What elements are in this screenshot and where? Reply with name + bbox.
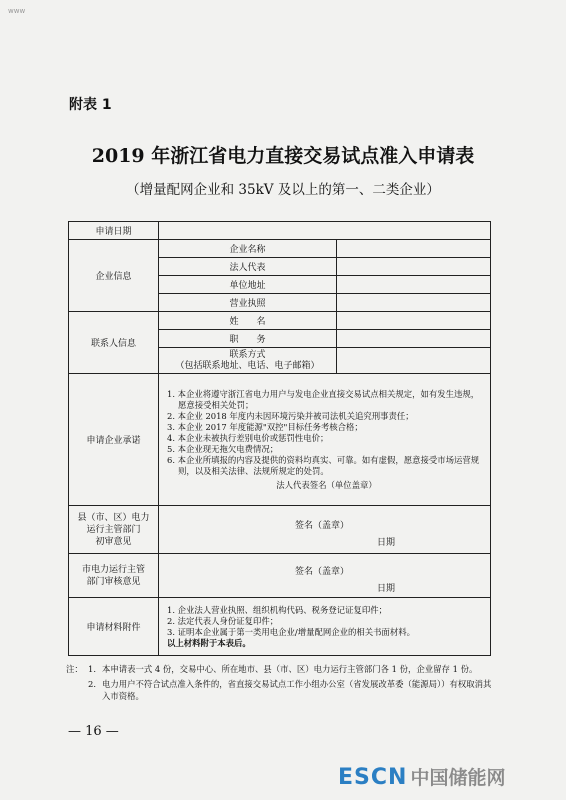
footnote-number: 1.	[88, 664, 96, 674]
attachment-item: 1. 企业法人营业执照、组织机构代码、税务登记证复印件；	[167, 605, 388, 615]
footnote-item	[66, 678, 494, 702]
contact-method-label	[159, 348, 337, 374]
commitment-item: 1. 本企业将遵守浙江省电力用户与发电企业直接交易试点相关规定，如有发生违规，愿意接受相关处罚；	[167, 389, 480, 410]
legal-rep-value[interactable]	[337, 258, 491, 276]
company-info-label: 企业信息	[69, 240, 159, 312]
city-opinion-label-line: 部门审核意见	[86, 576, 141, 587]
company-name-label: 企业名称	[159, 240, 337, 258]
row-city-opinion	[69, 554, 491, 598]
county-sign-label: 签名（盖章）	[295, 521, 350, 531]
county-opinion-label-line: 运行主管部门	[86, 524, 141, 535]
commitment-item: 6. 本企业所填报的内容及提供的资料均真实、可靠。如有虚假，愿意接受市场运营规则，以及相关法律、法规所规定的处罚。	[167, 455, 480, 476]
commitment-list	[167, 389, 486, 477]
county-opinion-label-line: 县（市、区）电力	[77, 512, 150, 523]
contact-title-value[interactable]	[337, 330, 491, 348]
contact-method-note: （包括联系地址、电话、电子邮箱）	[175, 360, 320, 371]
attachments-list	[167, 605, 486, 638]
row-county-opinion	[69, 506, 491, 554]
footnote-text: 本申请表一式 4 份，交易中心、所在地市、县（市、区）电力运行主管部门各 1 份，企业留存 1 份。	[102, 664, 478, 674]
attachment-item: 2. 法定代表人身份证复印件；	[167, 616, 279, 626]
attachments-closing: 以上材料附于本表后。	[167, 638, 251, 648]
row-commitment	[69, 374, 491, 506]
footnote-text: 电力用户不符合试点准入条件的，省直接交易试点工作小组办公室（省发展改革委（能源局））有权取消其入市资格。	[102, 679, 492, 701]
city-opinion-label-line: 市电力运行主管	[81, 564, 145, 575]
corner-mark: www	[8, 7, 26, 15]
watermark-logo	[338, 763, 505, 790]
footnote-prefix: 注：	[66, 664, 83, 674]
row-contact-name	[69, 312, 491, 330]
watermark-cn: 中国储能网	[410, 767, 506, 789]
commitment-content	[159, 374, 491, 506]
county-opinion-label	[69, 506, 159, 554]
commitment-label: 申请企业承诺	[69, 374, 159, 506]
legal-rep-label: 法人代表	[159, 258, 337, 276]
commitment-item: 3. 本企业 2017 年度能源"双控"目标任务考核合格；	[167, 422, 363, 432]
page-number: — 16 —	[68, 724, 119, 739]
license-value[interactable]	[337, 294, 491, 312]
county-opinion-sign-area[interactable]	[159, 506, 491, 554]
city-opinion-label	[69, 554, 159, 598]
footnote-item	[66, 663, 494, 675]
city-date-label: 日期	[377, 584, 396, 594]
contact-method-text: 联系方式	[229, 349, 266, 360]
contact-method-value[interactable]	[337, 348, 491, 374]
apply-date-value[interactable]	[159, 222, 491, 240]
row-attachments	[69, 598, 491, 656]
attachments-content	[159, 598, 491, 656]
footnotes	[66, 663, 494, 702]
apply-date-label: 申请日期	[69, 222, 159, 240]
commitment-item: 2. 本企业 2018 年度内未因环境污染并被司法机关追究刑事责任；	[167, 411, 414, 421]
commitment-item: 5. 本企业现无拖欠电费情况；	[167, 444, 279, 454]
contact-name-value[interactable]	[337, 312, 491, 330]
legal-rep-signature[interactable]: 法人代表签名（单位盖章）	[276, 480, 377, 490]
document-subtitle: （增量配网企业和 35kV 及以上的第一、二类企业）	[126, 182, 440, 198]
footnote-number: 2.	[88, 679, 96, 689]
address-label: 单位地址	[159, 276, 337, 294]
contact-info-label: 联系人信息	[69, 312, 159, 374]
company-name-value[interactable]	[337, 240, 491, 258]
license-label: 营业执照	[159, 294, 337, 312]
attachment-item: 3. 证明本企业属于第一类用电企业/增量配网企业的相关书面材料。	[167, 627, 415, 637]
address-value[interactable]	[337, 276, 491, 294]
watermark-latin: ESCN	[338, 765, 408, 790]
contact-name-label: 姓 名	[159, 312, 337, 330]
application-form-table	[68, 221, 491, 656]
row-company-name	[69, 240, 491, 258]
city-sign-label: 签名（盖章）	[295, 567, 350, 577]
contact-title-label: 职 务	[159, 330, 337, 348]
row-apply-date	[69, 222, 491, 240]
attachment-label: 附表 1	[69, 97, 112, 113]
attachments-label: 申请材料附件	[69, 598, 159, 656]
commitment-item: 4. 本企业未被执行差别电价或惩罚性电价；	[167, 433, 329, 443]
city-opinion-sign-area[interactable]	[159, 554, 491, 598]
county-date-label: 日期	[377, 538, 396, 548]
county-opinion-label-line: 初审意见	[95, 536, 132, 547]
document-title: 2019 年浙江省电力直接交易试点准入申请表	[91, 145, 475, 167]
